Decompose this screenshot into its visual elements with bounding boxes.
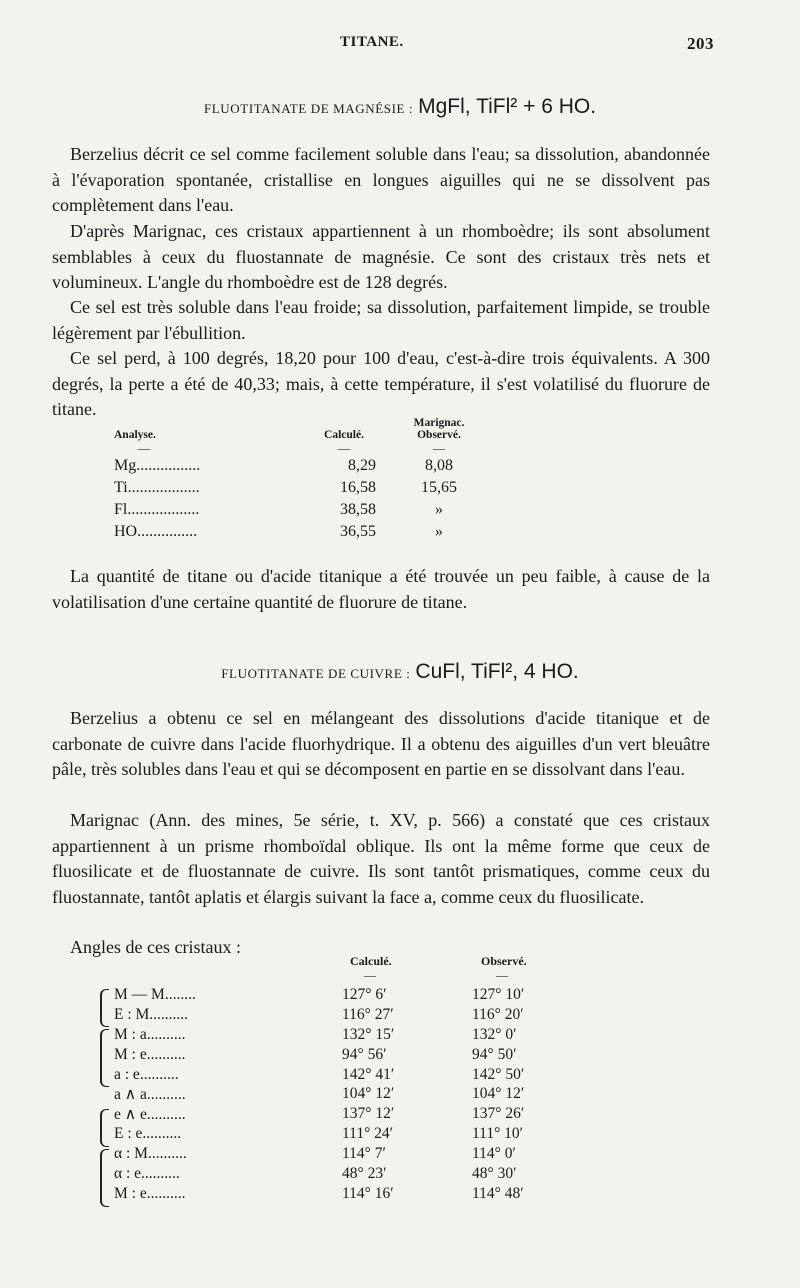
angle-label: M : a..........	[114, 1025, 186, 1043]
page-number: 203	[687, 34, 714, 53]
section-title-cuivre	[0, 660, 800, 684]
bracket	[100, 989, 109, 1027]
table-dash: —	[364, 968, 376, 982]
obs-value: 8,08	[425, 457, 453, 474]
obs-value: 15,65	[421, 479, 457, 496]
table-dash: —	[496, 968, 508, 982]
obs-value: 142° 50′	[472, 1065, 525, 1083]
table-row	[114, 499, 494, 521]
obs-value: »	[435, 523, 443, 540]
obs-value: 116° 20′	[472, 1005, 524, 1023]
bracket	[100, 1109, 109, 1147]
angle-label: e ∧ e..........	[114, 1106, 186, 1124]
column-header-analyse: Analyse.	[114, 429, 156, 441]
calc-value: 132° 15′	[342, 1025, 395, 1043]
calc-value: 114° 16′	[342, 1184, 394, 1202]
obs-value: 114° 48′	[472, 1184, 524, 1202]
obs-value: 48° 30′	[472, 1165, 517, 1183]
element-label: Ti	[114, 479, 128, 496]
table-dash: —	[433, 441, 445, 455]
angle-label: M : e..........	[114, 1184, 186, 1202]
paragraph: Berzelius a obtenu ce sel en mélangeant des dissolutions d'acide titanique et de carbonate de cuivre dans l'acide fluorhydrique. Il a obtenu des aiguilles d'un vert bleuâtre pâle, très solubles dans l'eau et qui se décomposent en partie en se dissolvant dans l'eau.	[52, 708, 710, 779]
column-header-observe: Observé.	[417, 429, 461, 441]
bracket	[100, 1029, 109, 1087]
paragraph: Berzelius décrit ce sel comme facilement soluble dans l'eau; sa dissolution, abandonnée à l'évaporation spontanée, cristallise en longues aiguilles qui ne se dissolvent pas complètement dans l'eau.	[52, 144, 710, 215]
calc-value: 111° 24′	[342, 1125, 394, 1143]
section-title-text: FLUOTITANATE DE CUIVRE :	[221, 666, 411, 681]
calc-value: 116° 27′	[342, 1005, 394, 1023]
obs-value: »	[435, 501, 443, 518]
obs-value: 111° 10′	[472, 1125, 524, 1143]
calc-value: 8,29	[348, 457, 376, 474]
obs-value: 104° 12′	[472, 1085, 525, 1103]
paragraph: Ce sel perd, à 100 degrés, 18,20 pour 100 d'eau, c'est-à-dire trois équivalents. A 300 degrés, la perte a été de 40,33; mais, à cette température, il s'est volatilisé du fluorure de titane.	[52, 348, 710, 419]
leader-dots: ...............	[137, 523, 198, 540]
obs-value: 127° 10′	[472, 986, 525, 1003]
section-title-magnesie	[0, 95, 800, 119]
paragraph: Angles de ces cristaux :	[70, 937, 241, 957]
leader-dots: ..................	[127, 501, 200, 518]
table-dash: —	[338, 441, 350, 455]
calc-value: 38,58	[340, 501, 376, 518]
obs-value: 132° 0′	[472, 1025, 517, 1043]
paragraph: Ce sel est très soluble dans l'eau froide; sa dissolution, parfaitement limpide, se trouble légèrement par l'ébullition.	[52, 297, 710, 343]
obs-value: 114° 0′	[472, 1145, 516, 1163]
chemical-formula: CuFl, TiFl², 4 HO.	[415, 660, 579, 683]
angle-label: α : M..........	[114, 1145, 187, 1163]
obs-value: 137° 26′	[472, 1105, 525, 1123]
angle-label: M — M........	[114, 986, 196, 1003]
table-row	[114, 521, 494, 543]
angle-label: M : e..........	[114, 1045, 186, 1063]
calc-value: 36,55	[340, 523, 376, 540]
angle-label: E : e..........	[114, 1125, 182, 1143]
paragraph: D'après Marignac, ces cristaux appartiennent à un rhomboèdre; ils sont absolument semblables à ceux du fluostannate de magnésie. Ce sont des cristaux très nets et volumineux. L'angle du rhomboèdre est de 128 degrés.	[52, 221, 710, 292]
angle-label: a : e..........	[114, 1065, 179, 1083]
angle-label: a ∧ a..........	[114, 1086, 186, 1104]
paragraph: La quantité de titane ou d'acide titanique a été trouvée un peu faible, à cause de la volatilisation d'une certaine quantité de fluorure de titane.	[52, 566, 710, 612]
bracket	[100, 1149, 109, 1207]
element-label: Mg	[114, 457, 137, 474]
calc-value: 48° 23′	[342, 1165, 387, 1183]
leader-dots: ................	[136, 457, 201, 474]
chemical-formula: MgFl, TiFl² + 6 HO.	[418, 95, 597, 118]
calc-value: 114° 7′	[342, 1145, 386, 1163]
element-label: HO	[114, 523, 138, 540]
table-row	[114, 455, 494, 477]
angle-label: E : M..........	[114, 1005, 189, 1023]
obs-value: 94° 50′	[472, 1045, 517, 1063]
calc-value: 104° 12′	[342, 1085, 395, 1103]
angle-label: α : e..........	[114, 1165, 180, 1183]
element-label: Fl	[114, 501, 128, 518]
leader-dots: ..................	[127, 479, 200, 496]
calc-value: 142° 41′	[342, 1065, 395, 1083]
section-title-text: FLUOTITANATE DE MAGNÉSIE :	[203, 101, 414, 116]
analysis-table	[114, 417, 494, 543]
running-header-title: TITANE.	[340, 34, 404, 50]
calc-value: 16,58	[340, 479, 376, 496]
table-dash: —	[138, 441, 150, 455]
calc-value: 127° 6′	[342, 986, 387, 1003]
paragraph: Marignac (Ann. des mines, 5e série, t. XV, p. 566) a constaté que ces cristaux appartiennent à un prisme rhomboïdal oblique. Ils ont la même forme que ceux de fluosilicate et de fluostannate de cuivre. Ils sont tantôt prismatiques, comme ceux du fluostannate, tantôt aplatis et élargis suivant la face a, comme ceux du fluosilicate.	[52, 810, 710, 907]
column-header-calcule: Calculé.	[324, 429, 364, 441]
calc-value: 94° 56′	[342, 1045, 387, 1063]
table-row	[114, 477, 494, 499]
column-header-marignac: Marignac.	[413, 417, 465, 429]
column-header-observe: Observé.	[481, 954, 527, 968]
column-header-calcule: Calculé.	[350, 954, 392, 968]
calc-value: 137° 12′	[342, 1105, 395, 1123]
